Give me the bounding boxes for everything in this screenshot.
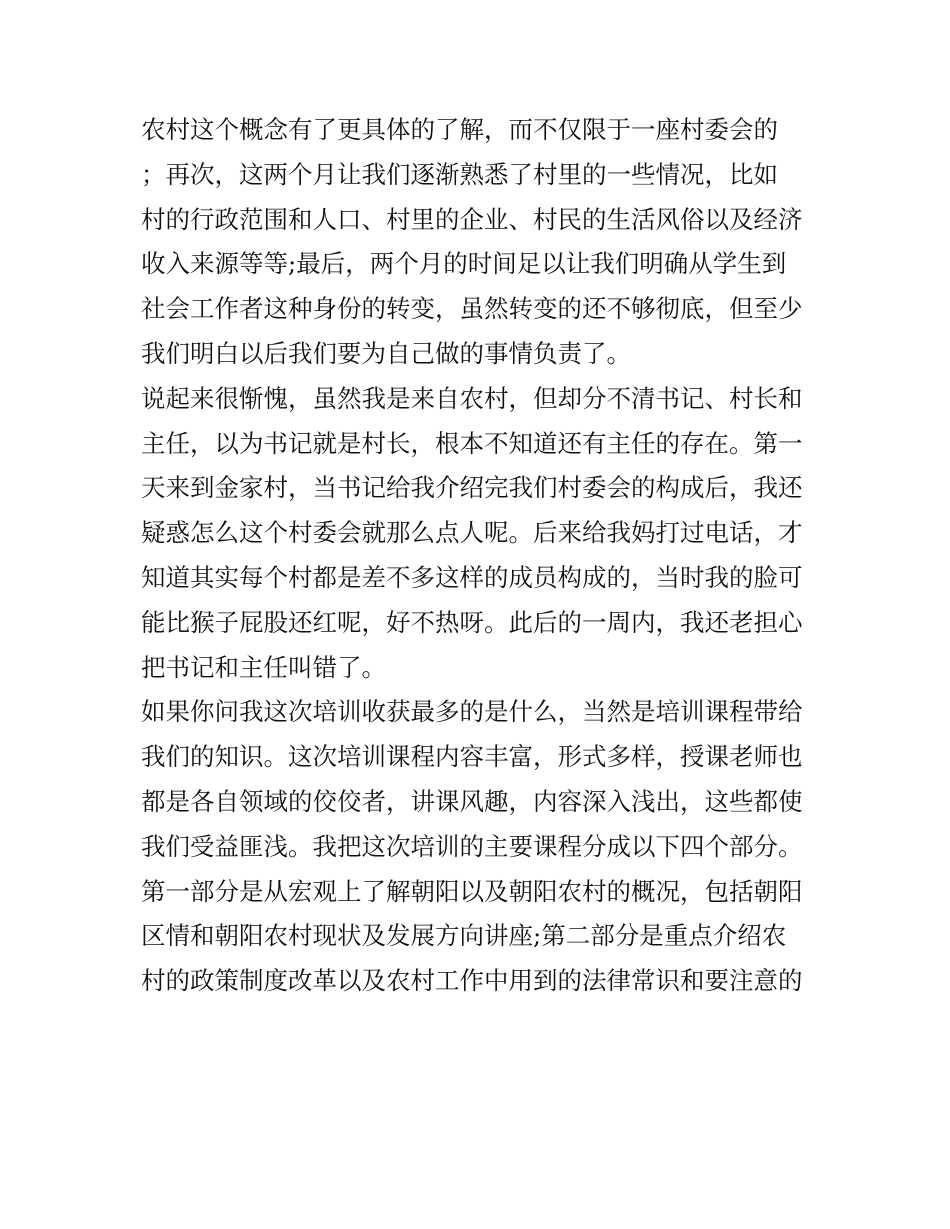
- text-line: 村的政策制度改革以及农村工作中用到的法律常识和要注意的: [141, 966, 803, 996]
- text-line: 都是各自领域的佼佼者，讲课风趣，内容深入浅出，这些都使: [141, 786, 803, 816]
- text-line: 我们明白以后我们要为自己做的事情负责了。: [141, 338, 631, 368]
- text-line: 社会工作者这种身份的转变，虽然转变的还不够彻底，但至少: [141, 294, 803, 324]
- text-line: 区情和朝阳农村现状及发展方向讲座;第二部分是重点介绍农: [141, 921, 787, 951]
- body-text: [141, 108, 821, 1004]
- text-line: 能比猴子屁股还红呢，好不热呀。此后的一周内，我还老担心: [141, 607, 803, 637]
- text-line: ；再次，这两个月让我们逐渐熟悉了村里的一些情况，比如: [141, 159, 778, 189]
- text-line: 如果你问我这次培训收获最多的是什么，当然是培训课程带给: [141, 697, 803, 727]
- text-line: 天来到金家村，当书记给我介绍完我们村委会的构成后，我还: [141, 473, 803, 503]
- text-line: 主任，以为书记就是村长，根本不知道还有主任的存在。第一: [141, 428, 803, 458]
- text-line: 收入来源等等;最后，两个月的时间足以让我们明确从学生到: [141, 249, 787, 279]
- text-line: 疑惑怎么这个村委会就那么点人呢。后来给我妈打过电话，才: [141, 518, 803, 548]
- text-line: 把书记和主任叫错了。: [141, 652, 386, 682]
- text-line: 农村这个概念有了更具体的了解，而不仅限于一座村委会的: [141, 115, 778, 144]
- text-line: 我们的知识。这次培训课程内容丰富，形式多样，授课老师也: [141, 742, 803, 772]
- text-line: 第一部分是从宏观上了解朝阳以及朝阳农村的概况，包括朝阳: [141, 876, 803, 906]
- text-line: 村的行政范围和人口、村里的企业、村民的生活风俗以及经济: [141, 204, 803, 234]
- text-line: 说起来很惭愧，虽然我是来自农村，但却分不清书记、村长和: [141, 383, 803, 413]
- text-line: 我们受益匪浅。我把这次培训的主要课程分成以下四个部分。: [141, 831, 803, 861]
- text-line: 知道其实每个村都是差不多这样的成员构成的，当时我的脸可: [141, 562, 803, 592]
